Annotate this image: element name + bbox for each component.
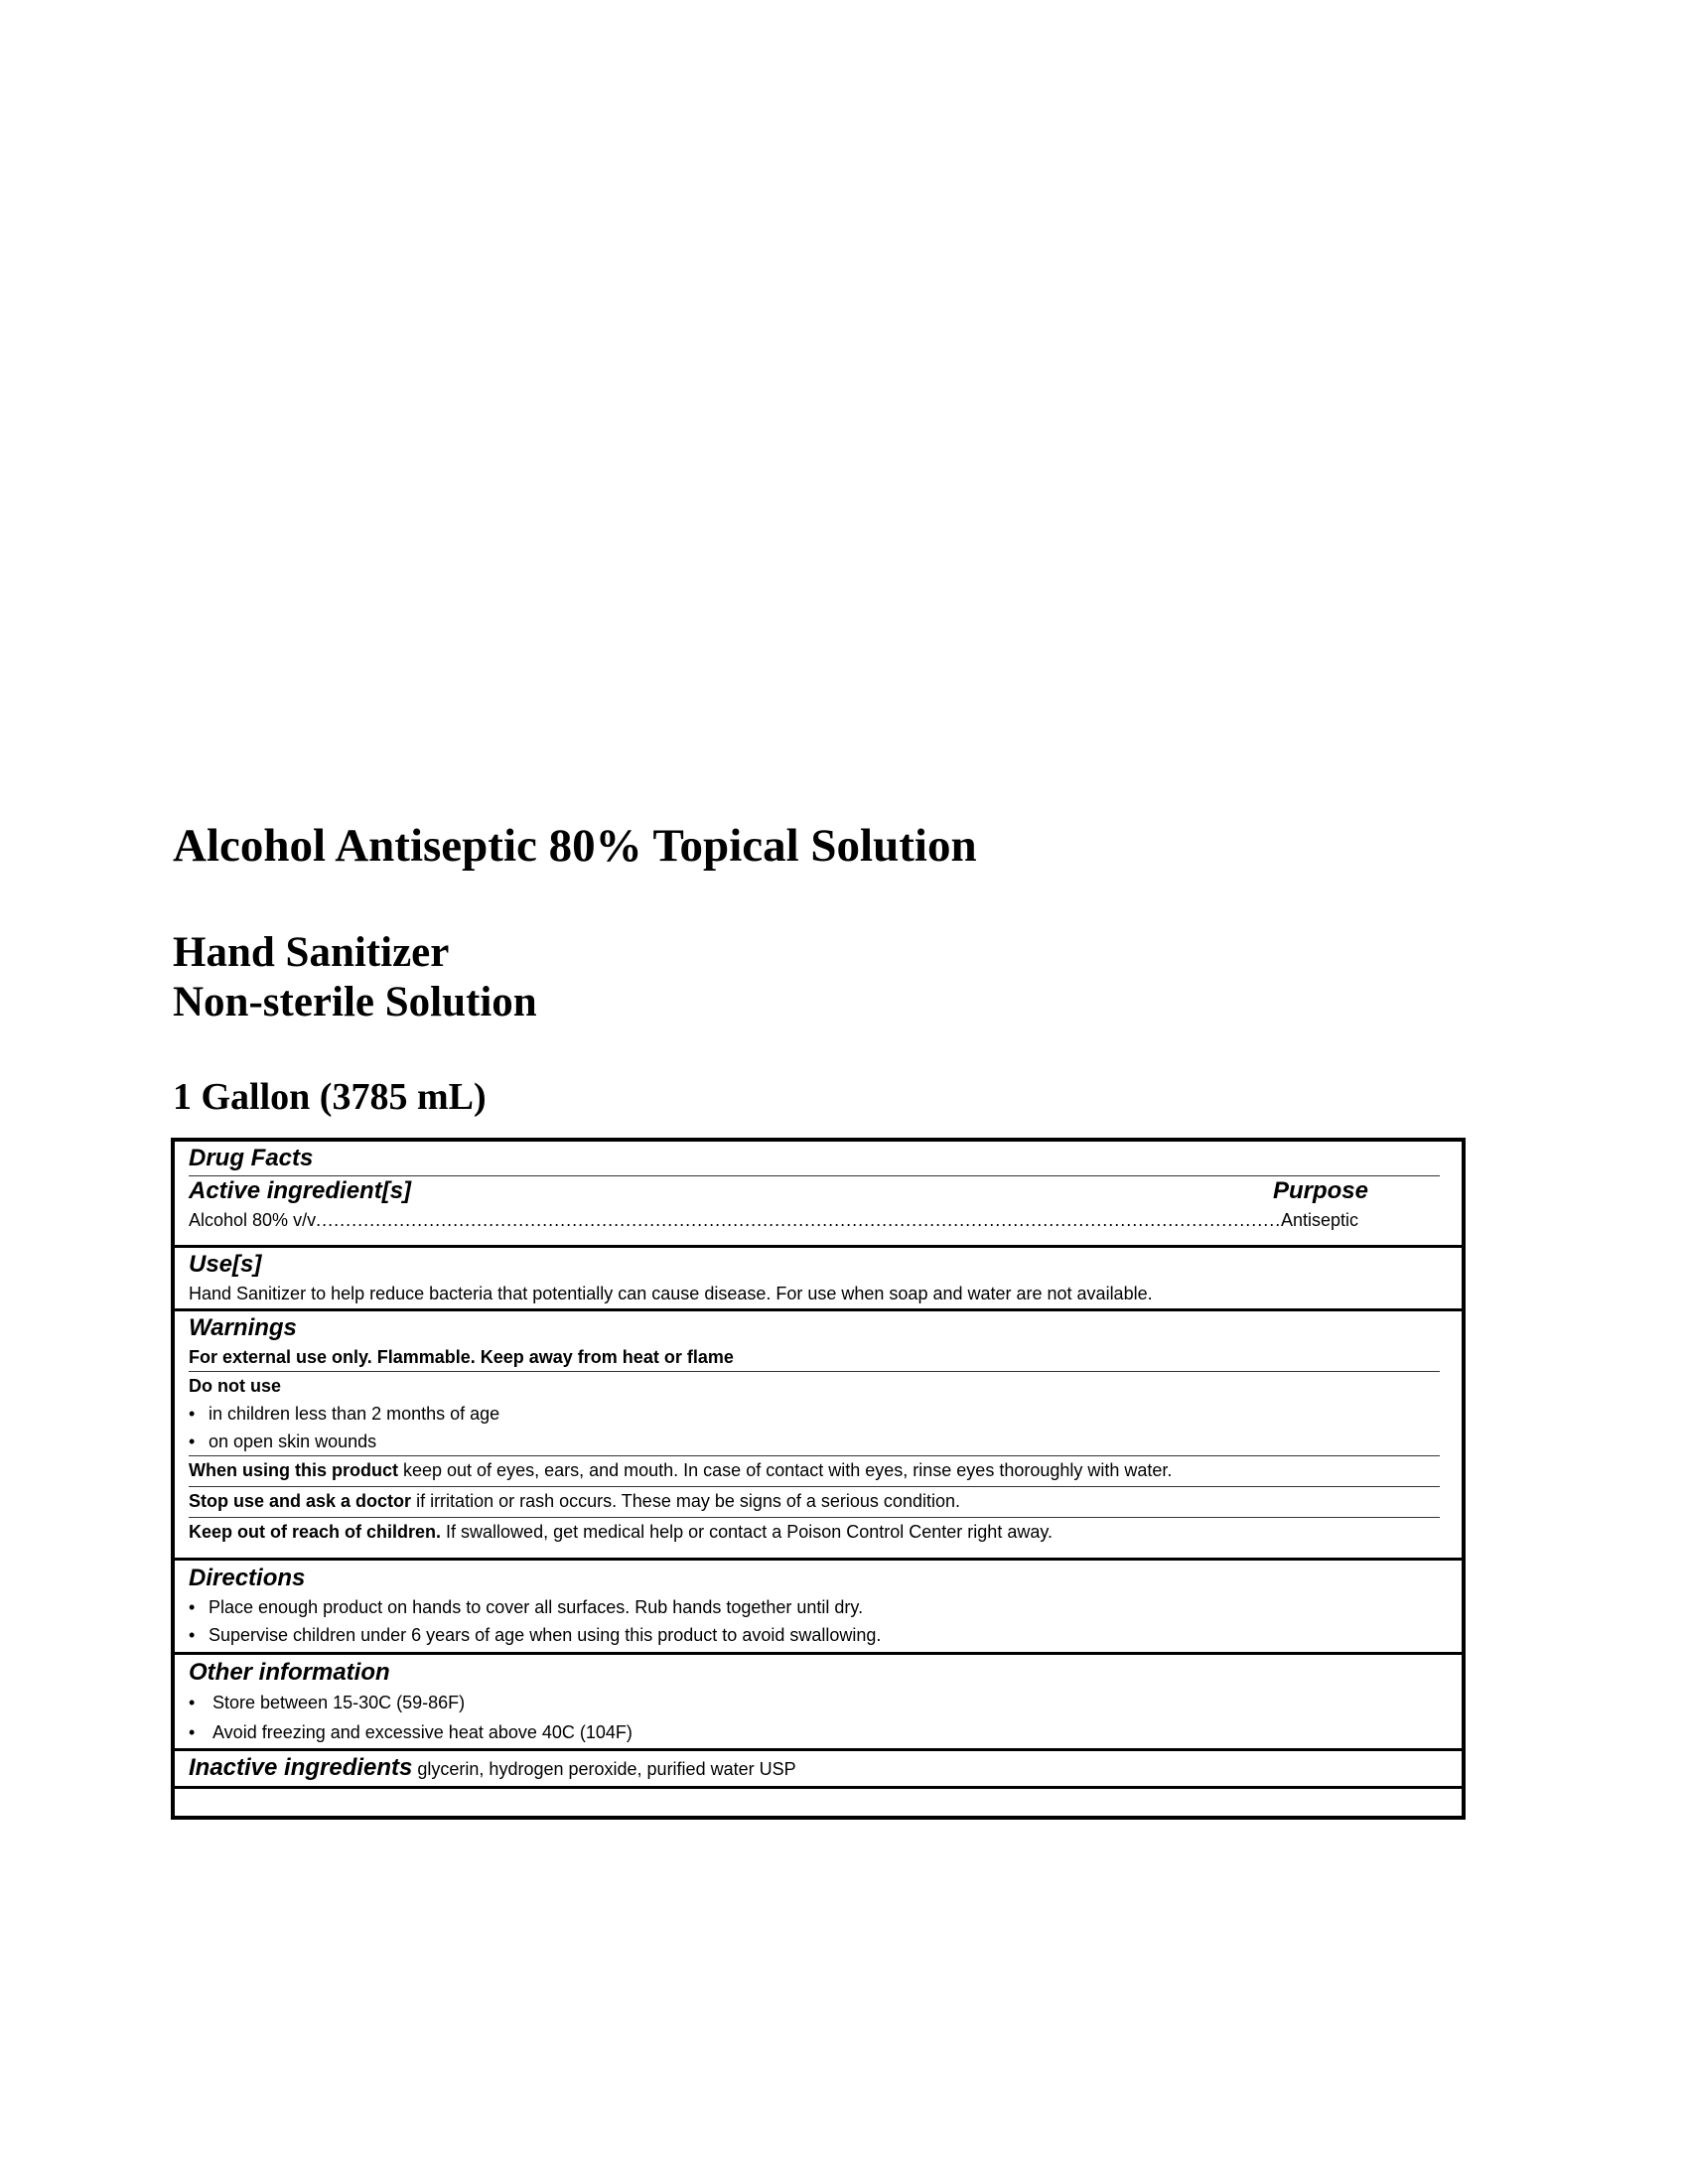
- when-using-warning: When using this product keep out of eyes, ears, and mouth. In case of contact with eyes, rinse eyes thoroughly with water.: [189, 1460, 1173, 1480]
- other-information-item: • Avoid freezing and excessive heat above 40C (104F): [189, 1717, 1448, 1747]
- ingredient-name: Alcohol 80% v/v: [189, 1210, 317, 1230]
- active-ingredient-heading: Active ingredient[s]: [189, 1177, 412, 1204]
- other-information-item: • Store between 15-30C (59-86F): [189, 1688, 1448, 1717]
- keep-out-warning: Keep out of reach of children. If swallowed, get medical help or contact a Poison Control Center right away.: [189, 1522, 1054, 1542]
- uses-section: [175, 1245, 1462, 1308]
- inactive-ingredients-section: [175, 1748, 1462, 1786]
- do-not-use-label: Do not use: [189, 1376, 281, 1396]
- bullet-icon: •: [189, 1722, 196, 1742]
- directions-section: [175, 1558, 1462, 1652]
- stop-use-warning: Stop use and ask a doctor if irritation or rash occurs. These may be signs of a serious condition.: [189, 1491, 960, 1511]
- bullet-icon: •: [189, 1597, 196, 1617]
- product-subtitle-sterility: Non-sterile Solution: [173, 979, 537, 1025]
- dot-leader: [316, 1206, 1281, 1234]
- direction-item: • Supervise children under 6 years of age when using this product to avoid swallowing.: [189, 1621, 1448, 1649]
- external-use-warning: For external use only. Flammable. Keep away from heat or flame: [189, 1347, 734, 1367]
- inactive-ingredients-heading: Inactive ingredients: [189, 1754, 413, 1781]
- bullet-icon: •: [189, 1693, 196, 1712]
- purpose-heading: Purpose: [1272, 1177, 1368, 1204]
- other-information-section: [175, 1652, 1462, 1748]
- uses-text: Hand Sanitizer to help reduce bacteria that potentially can cause disease. For use when soap and water are not available.: [189, 1284, 1153, 1303]
- product-size: 1 Gallon (3785 mL): [173, 1076, 487, 1118]
- other-information-heading: Other information: [189, 1659, 390, 1686]
- drug-facts-panel: [171, 1138, 1466, 1820]
- ingredient-purpose: Antiseptic: [1280, 1210, 1358, 1230]
- warnings-heading: Warnings: [189, 1314, 297, 1341]
- bullet-icon: •: [189, 1432, 196, 1451]
- active-ingredient-section: [175, 1142, 1462, 1245]
- warnings-section: [175, 1308, 1462, 1558]
- bullet-icon: •: [189, 1404, 196, 1424]
- directions-heading: Directions: [189, 1565, 306, 1591]
- product-subtitle: Hand Sanitizer: [173, 929, 450, 976]
- drug-facts-heading: Drug Facts: [189, 1145, 314, 1171]
- ingredient-row: [189, 1206, 1358, 1234]
- do-not-use-item: • on open skin wounds: [189, 1428, 1448, 1455]
- uses-heading: Use[s]: [189, 1251, 262, 1278]
- product-title: Alcohol Antiseptic 80% Topical Solution: [173, 820, 977, 872]
- direction-item: • Place enough product on hands to cover all surfaces. Rub hands together until dry.: [189, 1593, 1448, 1621]
- do-not-use-item: • in children less than 2 months of age: [189, 1400, 1448, 1428]
- bullet-icon: •: [189, 1625, 196, 1645]
- empty-row: [175, 1786, 1462, 1820]
- inactive-ingredients-text: glycerin, hydrogen peroxide, purified water USP: [412, 1759, 796, 1779]
